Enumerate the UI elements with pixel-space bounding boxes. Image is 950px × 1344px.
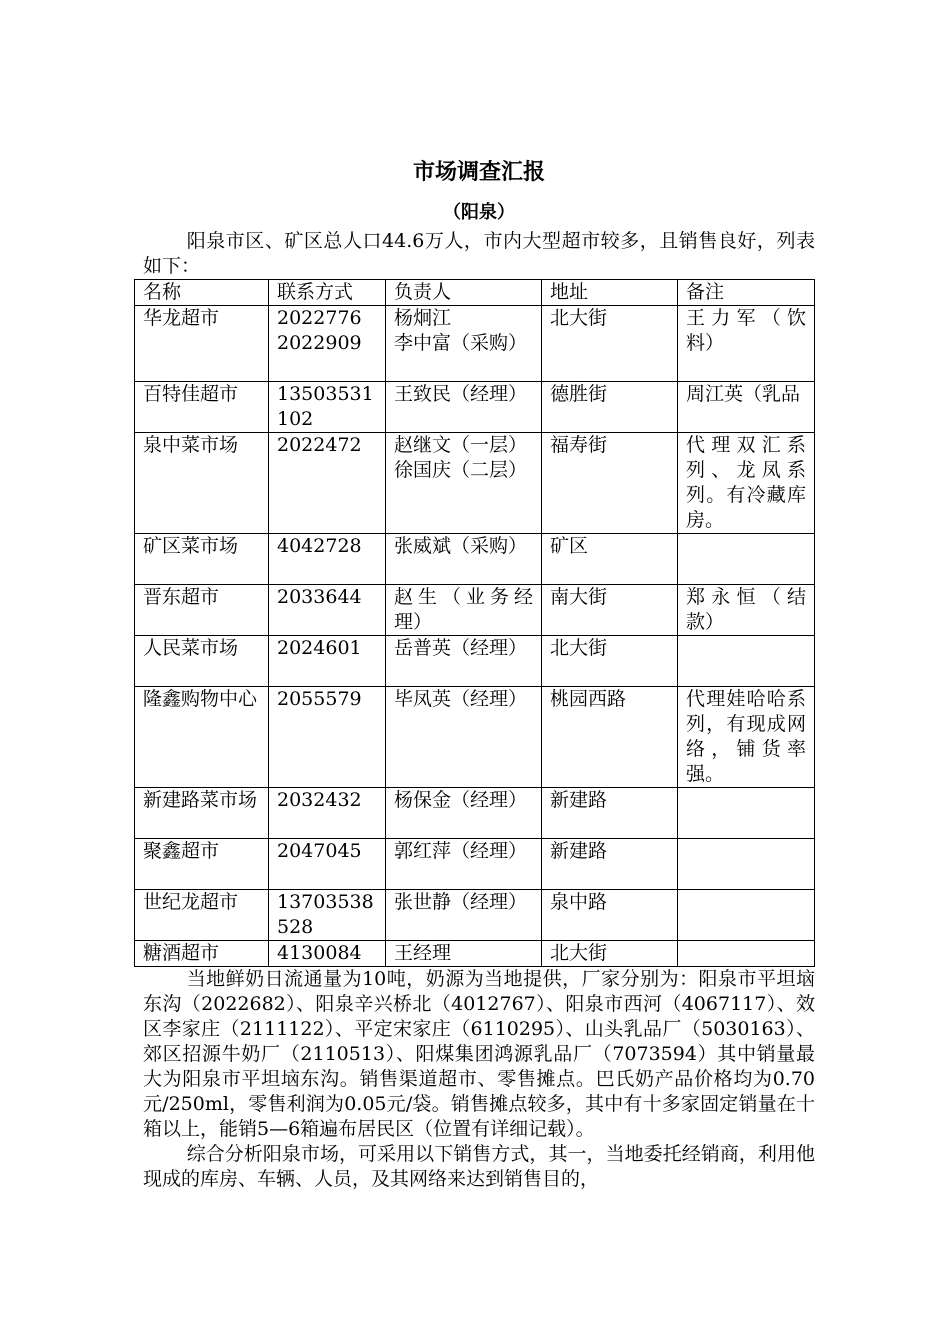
cell-name: 矿区菜市场: [135, 534, 269, 585]
table-row: [135, 585, 815, 636]
table-row: [135, 890, 815, 941]
cell-phone: 4042728: [269, 534, 386, 585]
cell-address: 新建路: [542, 839, 678, 890]
cell-name: 泉中菜市场: [135, 433, 269, 534]
table-row: [135, 433, 815, 534]
cell-name: 世纪龙超市: [135, 890, 269, 941]
header-phone: 联系方式: [269, 280, 386, 306]
cell-name: 华龙超市: [135, 306, 269, 382]
cell-phone: 2024601: [269, 636, 386, 687]
analysis-paragraph: 综合分析阳泉市场，可采用以下销售方式，其一，当地委托经销商，利用他现成的库房、车辆、人员，及其网络来达到销售目的，: [143, 1143, 815, 1190]
cell-contact: 杨保金（经理）: [386, 788, 542, 839]
header-contact: 负责人: [386, 280, 542, 306]
cell-phone: 2047045: [269, 839, 386, 890]
table-row: [135, 941, 815, 967]
cell-note: [678, 788, 815, 839]
cell-address: 桃园西路: [542, 687, 678, 788]
cell-address: 北大街: [542, 636, 678, 687]
table-row: [135, 839, 815, 890]
cell-note: 郑永恒（结款）: [678, 585, 815, 636]
cell-name: 百特佳超市: [135, 382, 269, 433]
cell-note: [678, 941, 815, 967]
cell-address: 德胜街: [542, 382, 678, 433]
cell-contact: 张威斌（采购）: [386, 534, 542, 585]
contact-line: 李中富（采购）: [394, 332, 528, 354]
document-page: [143, 155, 815, 1192]
cell-phone: 2055579: [269, 687, 386, 788]
contact-line: 徐国庆（二层）: [394, 459, 528, 481]
cell-name: 晋东超市: [135, 585, 269, 636]
cell-note: [678, 534, 815, 585]
cell-phone: 2033644: [269, 585, 386, 636]
contact-line: 赵继文（一层）: [394, 434, 528, 456]
milk-supply-paragraph: 当地鲜奶日流通量为10吨，奶源为当地提供，厂家分别为：阳泉市平坦垴东沟（2022682）、阳泉辛兴桥北（4012767）、阳泉市西河（4067117）、效区李家庄（2111122）、平定宋家庄（6110295）、山头乳品厂（5030163）、郊区招源牛奶厂（2110513）、阳煤集团鸿源乳品厂（7073594）其中销量最大为阳泉市平坦垴东沟。销售渠道超市、零售摊点。巴氏奶产品价格均为0.70元/250ml，零售利润为0.05元/袋。销售摊点较多，其中有十多家固定销量在十箱以上，能销5—6箱遍布居民区（位置有详细记载）。: [143, 968, 815, 1140]
cell-contact: [386, 433, 542, 534]
intro-paragraph: 阳泉市区、矿区总人口44.6万人，市内大型超市较多，且销售良好，列表如下：: [143, 230, 815, 277]
document-subtitle: （阳泉）: [443, 202, 515, 223]
phone-line: 2022776: [277, 307, 362, 329]
cell-note: 代理双汇系列、龙凤系列。有冷藏库房。: [678, 433, 815, 534]
cell-phone: 13503531102: [269, 382, 386, 433]
header-address: 地址: [542, 280, 678, 306]
table-row: [135, 382, 815, 433]
cell-phone: 2022472: [269, 433, 386, 534]
cell-note: [678, 890, 815, 941]
cell-phone: 4130084: [269, 941, 386, 967]
cell-phone: 13703538528: [269, 890, 386, 941]
contact-line: 杨炯江: [394, 307, 452, 329]
supermarket-table: [134, 279, 815, 967]
phone-line: 2022909: [277, 332, 362, 354]
cell-contact: 赵生（业务经理）: [386, 585, 542, 636]
header-note: 备注: [678, 280, 815, 306]
table-header-row: [135, 280, 815, 306]
document-title: 市场调查汇报: [412, 160, 545, 185]
cell-phone: [269, 306, 386, 382]
table-row: [135, 534, 815, 585]
cell-name: 聚鑫超市: [135, 839, 269, 890]
cell-note: [678, 636, 815, 687]
cell-address: 南大街: [542, 585, 678, 636]
cell-contact: [386, 306, 542, 382]
cell-note: [678, 839, 815, 890]
cell-address: 矿区: [542, 534, 678, 585]
table-row: [135, 636, 815, 687]
cell-name: 新建路菜市场: [135, 788, 269, 839]
cell-note: 王力军（饮料）: [678, 306, 815, 382]
table-row: [135, 687, 815, 788]
cell-name: 人民菜市场: [135, 636, 269, 687]
cell-note: 代理娃哈哈系列，有现成网络，铺货率强。: [678, 687, 815, 788]
cell-address: 福寿街: [542, 433, 678, 534]
cell-note: 周江英（乳品: [678, 382, 815, 433]
cell-address: 北大街: [542, 941, 678, 967]
cell-contact: 郭红萍（经理）: [386, 839, 542, 890]
table-row: [135, 788, 815, 839]
cell-name: 隆鑫购物中心: [135, 687, 269, 788]
cell-contact: 岳普英（经理）: [386, 636, 542, 687]
cell-contact: 王经理: [386, 941, 542, 967]
header-name: 名称: [135, 280, 269, 306]
cell-contact: 毕凤英（经理）: [386, 687, 542, 788]
cell-address: 北大街: [542, 306, 678, 382]
cell-contact: 王致民（经理）: [386, 382, 542, 433]
cell-address: 新建路: [542, 788, 678, 839]
cell-contact: 张世静（经理）: [386, 890, 542, 941]
cell-address: 泉中路: [542, 890, 678, 941]
cell-phone: 2032432: [269, 788, 386, 839]
cell-name: 糖酒超市: [135, 941, 269, 967]
table-row: [135, 306, 815, 382]
